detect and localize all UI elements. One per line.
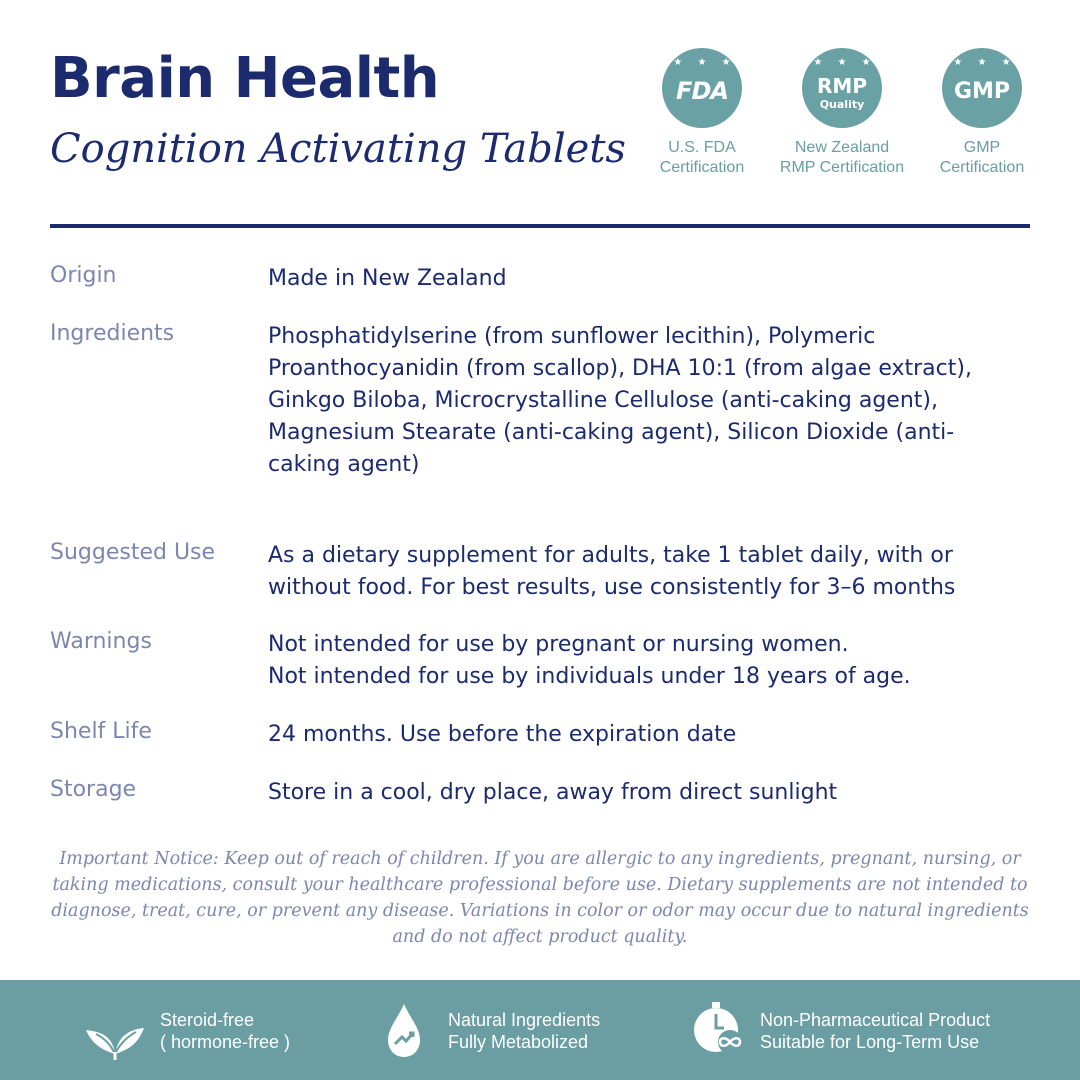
detail-line: Not intended for use by pregnant or nursing women. xyxy=(268,632,849,657)
feature-line: ( hormone-free ) xyxy=(160,1032,291,1052)
feature-text xyxy=(160,1009,290,1053)
page-title: Brain Health xyxy=(50,46,440,111)
certification-caption xyxy=(772,138,912,178)
certification-line: Certification xyxy=(939,159,1025,176)
detail-line: Not intended for use by individuals under 18 years of age. xyxy=(268,664,911,689)
gmp-seal-icon: ★ ★ ★ GMP xyxy=(942,48,1022,128)
leaf-sprout-icon xyxy=(82,1000,146,1060)
detail-label: Suggested Use xyxy=(50,540,216,565)
detail-label: Storage xyxy=(50,777,137,802)
detail-value xyxy=(268,321,1028,481)
detail-label: Origin xyxy=(50,263,117,288)
seal-text: FDA xyxy=(676,77,728,105)
detail-value xyxy=(268,719,1028,751)
feature-text xyxy=(760,1009,990,1053)
detail-line: As a dietary supplement for adults, take 1 tablet daily, with or xyxy=(268,543,953,568)
seal-subtext: Quality xyxy=(819,98,865,111)
certification-gmp xyxy=(912,48,1052,178)
feature-line: Non-Pharmaceutical Product xyxy=(760,1010,991,1030)
feature-line: Natural Ingredients xyxy=(448,1010,601,1030)
detail-value xyxy=(268,629,1028,693)
detail-label: Shelf Life xyxy=(50,719,152,744)
certification-line: U.S. FDA xyxy=(668,139,736,156)
fda-seal-icon: ★ ★ ★ FDA xyxy=(662,48,742,128)
detail-value xyxy=(268,540,1028,604)
seal-text: RMP xyxy=(817,74,867,98)
notice-line: Important Notice: Keep out of reach of children. If you are allergic to any ingredients, pregnant, nursing, or xyxy=(59,849,1021,869)
certification-caption xyxy=(912,138,1052,178)
notice-line: and do not affect product quality. xyxy=(392,927,688,947)
detail-line: Proanthocyanidin (from scallop), DHA 10:1 (from algae extract), xyxy=(268,356,972,381)
detail-line: Made in New Zealand xyxy=(268,266,507,291)
certification-line: RMP Certification xyxy=(779,159,905,176)
page-subtitle: Cognition Activating Tablets xyxy=(50,126,626,172)
certification-line: Certification xyxy=(659,159,745,176)
water-drop-icon xyxy=(378,1000,442,1060)
certification-line: New Zealand xyxy=(794,139,890,156)
feature-line: Suitable for Long-Term Use xyxy=(760,1032,980,1052)
clock-infinity-icon xyxy=(690,1000,754,1060)
certification-caption xyxy=(632,138,772,178)
certification-fda xyxy=(632,48,772,178)
important-notice xyxy=(40,846,1040,950)
detail-line: Magnesium Stearate (anti-caking agent), Silicon Dioxide (anti- xyxy=(268,420,955,445)
feature-line: Steroid-free xyxy=(160,1010,255,1030)
certification-line: GMP xyxy=(963,139,1001,156)
detail-label: Warnings xyxy=(50,629,152,654)
feature-footer xyxy=(0,980,1080,1080)
notice-line: taking medications, consult your healthcare professional before use. Dietary supplements are not intended to xyxy=(52,875,1028,895)
feature-line: Fully Metabolized xyxy=(448,1032,589,1052)
certification-rmp xyxy=(772,48,912,178)
detail-line: Phosphatidylserine (from sunflower lecithin), Polymeric xyxy=(268,324,876,349)
notice-line: diagnose, treat, cure, or prevent any disease. Variations in color or odor may occur due to natural ingredients xyxy=(51,901,1029,921)
detail-label: Ingredients xyxy=(50,321,175,346)
detail-value xyxy=(268,777,1028,809)
detail-line: Ginkgo Biloba, Microcrystalline Cellulose (anti-caking agent), xyxy=(268,388,938,413)
detail-line: Store in a cool, dry place, away from direct sunlight xyxy=(268,780,838,805)
header-divider xyxy=(50,224,1030,228)
seal-text: GMP xyxy=(953,79,1011,104)
detail-value xyxy=(268,263,1028,295)
detail-line: without food. For best results, use consistently for 3–6 months xyxy=(268,575,956,600)
detail-line: caking agent) xyxy=(268,452,420,477)
rmp-seal-icon: ★ ★ ★ RMP Quality xyxy=(802,48,882,128)
header xyxy=(50,40,1030,190)
detail-line: 24 months. Use before the expiration date xyxy=(268,722,737,747)
feature-text xyxy=(448,1009,600,1053)
